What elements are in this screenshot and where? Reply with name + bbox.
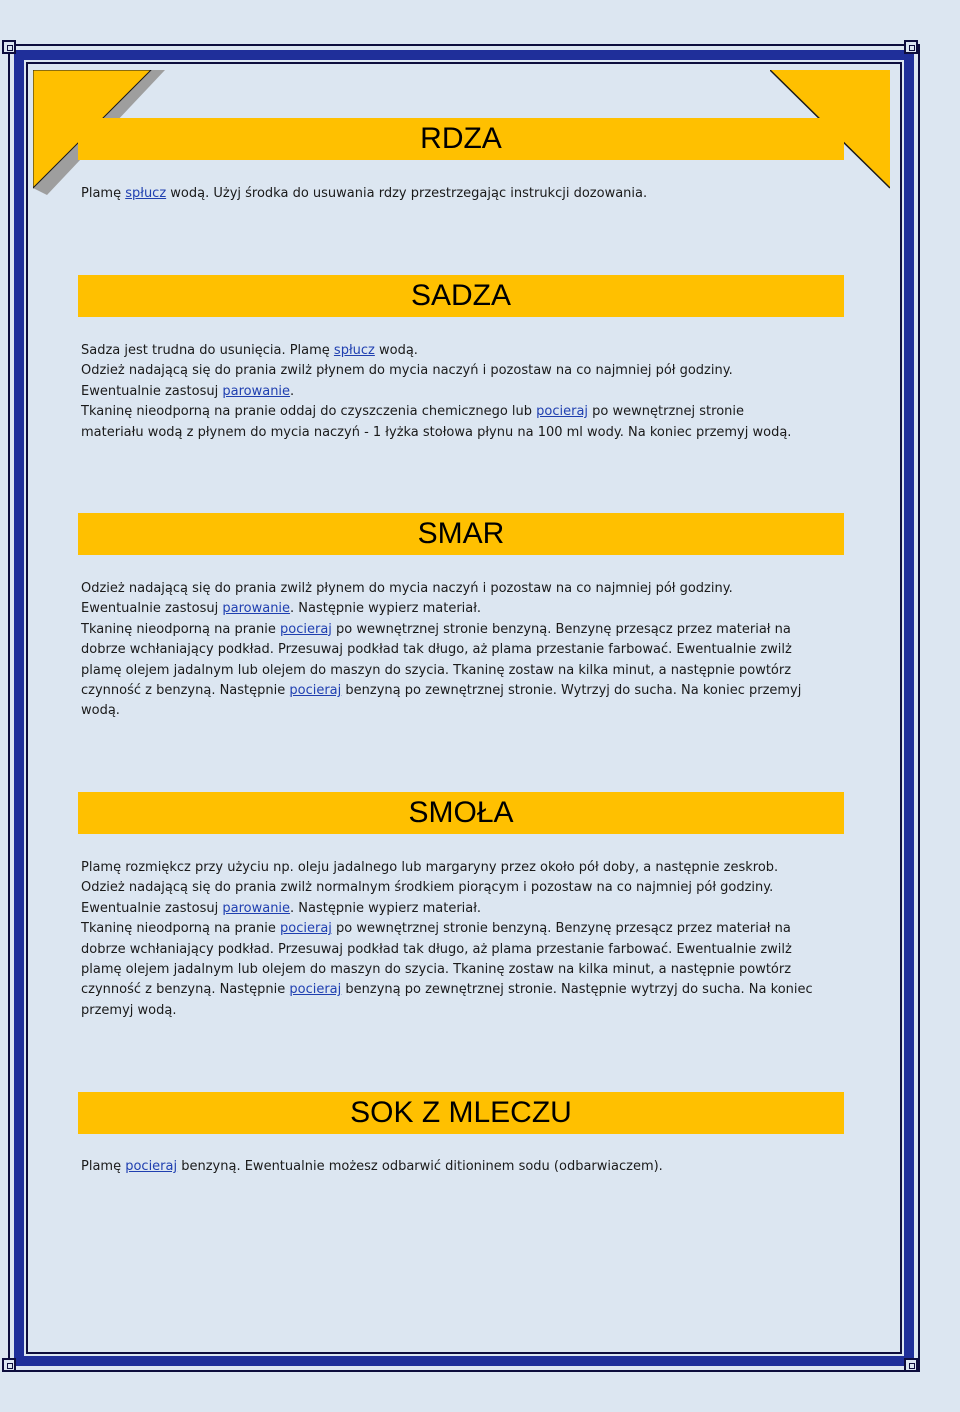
text-run: wodą. Użyj środka do usuwania rdzy przestrzegając instrukcji dozowania. [166, 186, 648, 201]
section-heading-rdza: RDZA [78, 118, 844, 160]
link-pocieraj[interactable]: pocieraj [280, 621, 332, 637]
link-spłucz[interactable]: spłucz [125, 186, 167, 201]
link-parowanie[interactable]: parowanie [222, 601, 291, 617]
text-run: Plamę rozmiękcz przy użyciu np. oleju jadalnego lub margaryny przez około pół doby, a następnie zeskrob. [81, 860, 779, 875]
section-heading-smola: SMOŁA [78, 792, 844, 834]
text-line [81, 579, 841, 599]
link-pocieraj[interactable]: pocieraj [289, 683, 342, 699]
text-run: plamę olejem jadalnym lub olejem do maszyn do szycia. Tkaninę zostaw na kilka minut, a następnie powtórz [81, 962, 792, 978]
link-pocieraj[interactable]: pocieraj [125, 1159, 178, 1174]
text-run: po wewnętrznej stronie [588, 404, 744, 420]
text-line [81, 1001, 841, 1021]
text-line [81, 681, 841, 701]
text-run: plamę olejem jadalnym lub olejem do maszyn do szycia. Tkaninę zostaw na kilka minut, a następnie powtórz [81, 662, 792, 678]
section-text-sok-z-mleczu [81, 1157, 841, 1177]
text-line [81, 960, 841, 980]
text-run: . [290, 383, 295, 399]
text-line [81, 599, 841, 619]
text-run: dobrze wchłaniający podkład. Przesuwaj podkład tak długo, aż plama przestanie farbować. Ewentualnie zwilż [81, 642, 792, 658]
section-text-rdza [81, 184, 841, 204]
text-run: po wewnętrznej stronie benzyną. Benzynę przesącz przez materiał na [331, 621, 791, 637]
text-line [81, 661, 841, 681]
text-run: dobrze wchłaniający podkład. Przesuwaj podkład tak długo, aż plama przestanie farbować. Ewentualnie zwilż [81, 941, 792, 957]
section-text-sadza [81, 341, 841, 443]
border-corner-top-left [2, 40, 16, 54]
text-run: Odzież nadającą się do prania zwilż płynem do mycia naczyń i pozostaw na co najmniej pół godziny. [81, 363, 733, 379]
text-line [81, 899, 841, 919]
section-text-smar [81, 579, 841, 722]
text-run: benzyną po zewnętrznej stronie. Wytrzyj do sucha. Na koniec przemyj [341, 683, 802, 699]
link-pocieraj[interactable]: pocieraj [280, 921, 332, 937]
text-line [81, 1157, 841, 1177]
text-run: Plamę [81, 186, 126, 201]
text-run: Plamę [81, 1159, 126, 1174]
text-run: . Następnie wypierz materiał. [290, 900, 482, 916]
text-run: materiału wodą z płynem do mycia naczyń - 1 łyżka stołowa płynu na 100 ml wody. Na koniec przemyj wodą. [81, 424, 792, 440]
text-run: Sadza jest trudna do usunięcia. Plamę [81, 343, 334, 358]
text-line [81, 701, 841, 721]
border-corner-top-right [904, 40, 918, 54]
text-line [81, 980, 841, 1000]
text-line [81, 184, 841, 204]
link-spłucz[interactable]: spłucz [333, 343, 375, 358]
text-run: Tkaninę nieodporną na pranie [81, 621, 281, 637]
text-run: wodą. [374, 343, 418, 358]
text-run: . Następnie wypierz materiał. [290, 601, 482, 617]
text-run: Tkaninę nieodporną na pranie oddaj do czyszczenia chemicznego lub [81, 404, 537, 420]
text-run: Odzież nadającą się do prania zwilż normalnym środkiem piorącym i pozostaw na co najmniej pół godziny. [81, 880, 774, 896]
border-corner-bottom-right [904, 1358, 918, 1372]
text-line [81, 919, 841, 939]
text-run: przemyj wodą. [81, 1002, 177, 1018]
link-parowanie[interactable]: parowanie [222, 900, 291, 916]
text-line [81, 620, 841, 640]
text-run: Ewentualnie zastosuj [81, 383, 223, 399]
text-line [81, 640, 841, 660]
text-run: benzyną po zewnętrznej stronie. Następnie wytrzyj do sucha. Na koniec [341, 982, 813, 998]
text-run: Ewentualnie zastosuj [81, 601, 223, 617]
text-run: po wewnętrznej stronie benzyną. Benzynę przesącz przez materiał na [331, 921, 791, 937]
text-line [81, 402, 841, 422]
link-parowanie[interactable]: parowanie [222, 383, 291, 399]
text-run: benzyną. Ewentualnie możesz odbarwić ditioninem sodu (odbarwiaczem). [177, 1159, 663, 1174]
text-line [81, 878, 841, 898]
text-line [81, 858, 841, 878]
section-text-smola [81, 858, 841, 1021]
text-run: Ewentualnie zastosuj [81, 900, 223, 916]
section-heading-smar: SMAR [78, 513, 844, 555]
link-pocieraj[interactable]: pocieraj [289, 982, 342, 998]
text-line [81, 341, 841, 361]
section-heading-sadza: SADZA [78, 275, 844, 317]
link-pocieraj[interactable]: pocieraj [536, 404, 589, 420]
text-line [81, 361, 841, 381]
text-run: Tkaninę nieodporną na pranie [81, 921, 281, 937]
text-run: wodą. [81, 703, 120, 719]
text-run: Odzież nadającą się do prania zwilż płynem do mycia naczyń i pozostaw na co najmniej pół godziny. [81, 581, 733, 596]
section-heading-sok-z-mleczu: SOK Z MLECZU [78, 1092, 844, 1134]
text-run: czynność z benzyną. Następnie [81, 683, 290, 699]
text-line [81, 940, 841, 960]
text-line [81, 382, 841, 402]
border-corner-bottom-left [2, 1358, 16, 1372]
text-line [81, 423, 841, 443]
text-run: czynność z benzyną. Następnie [81, 982, 290, 998]
